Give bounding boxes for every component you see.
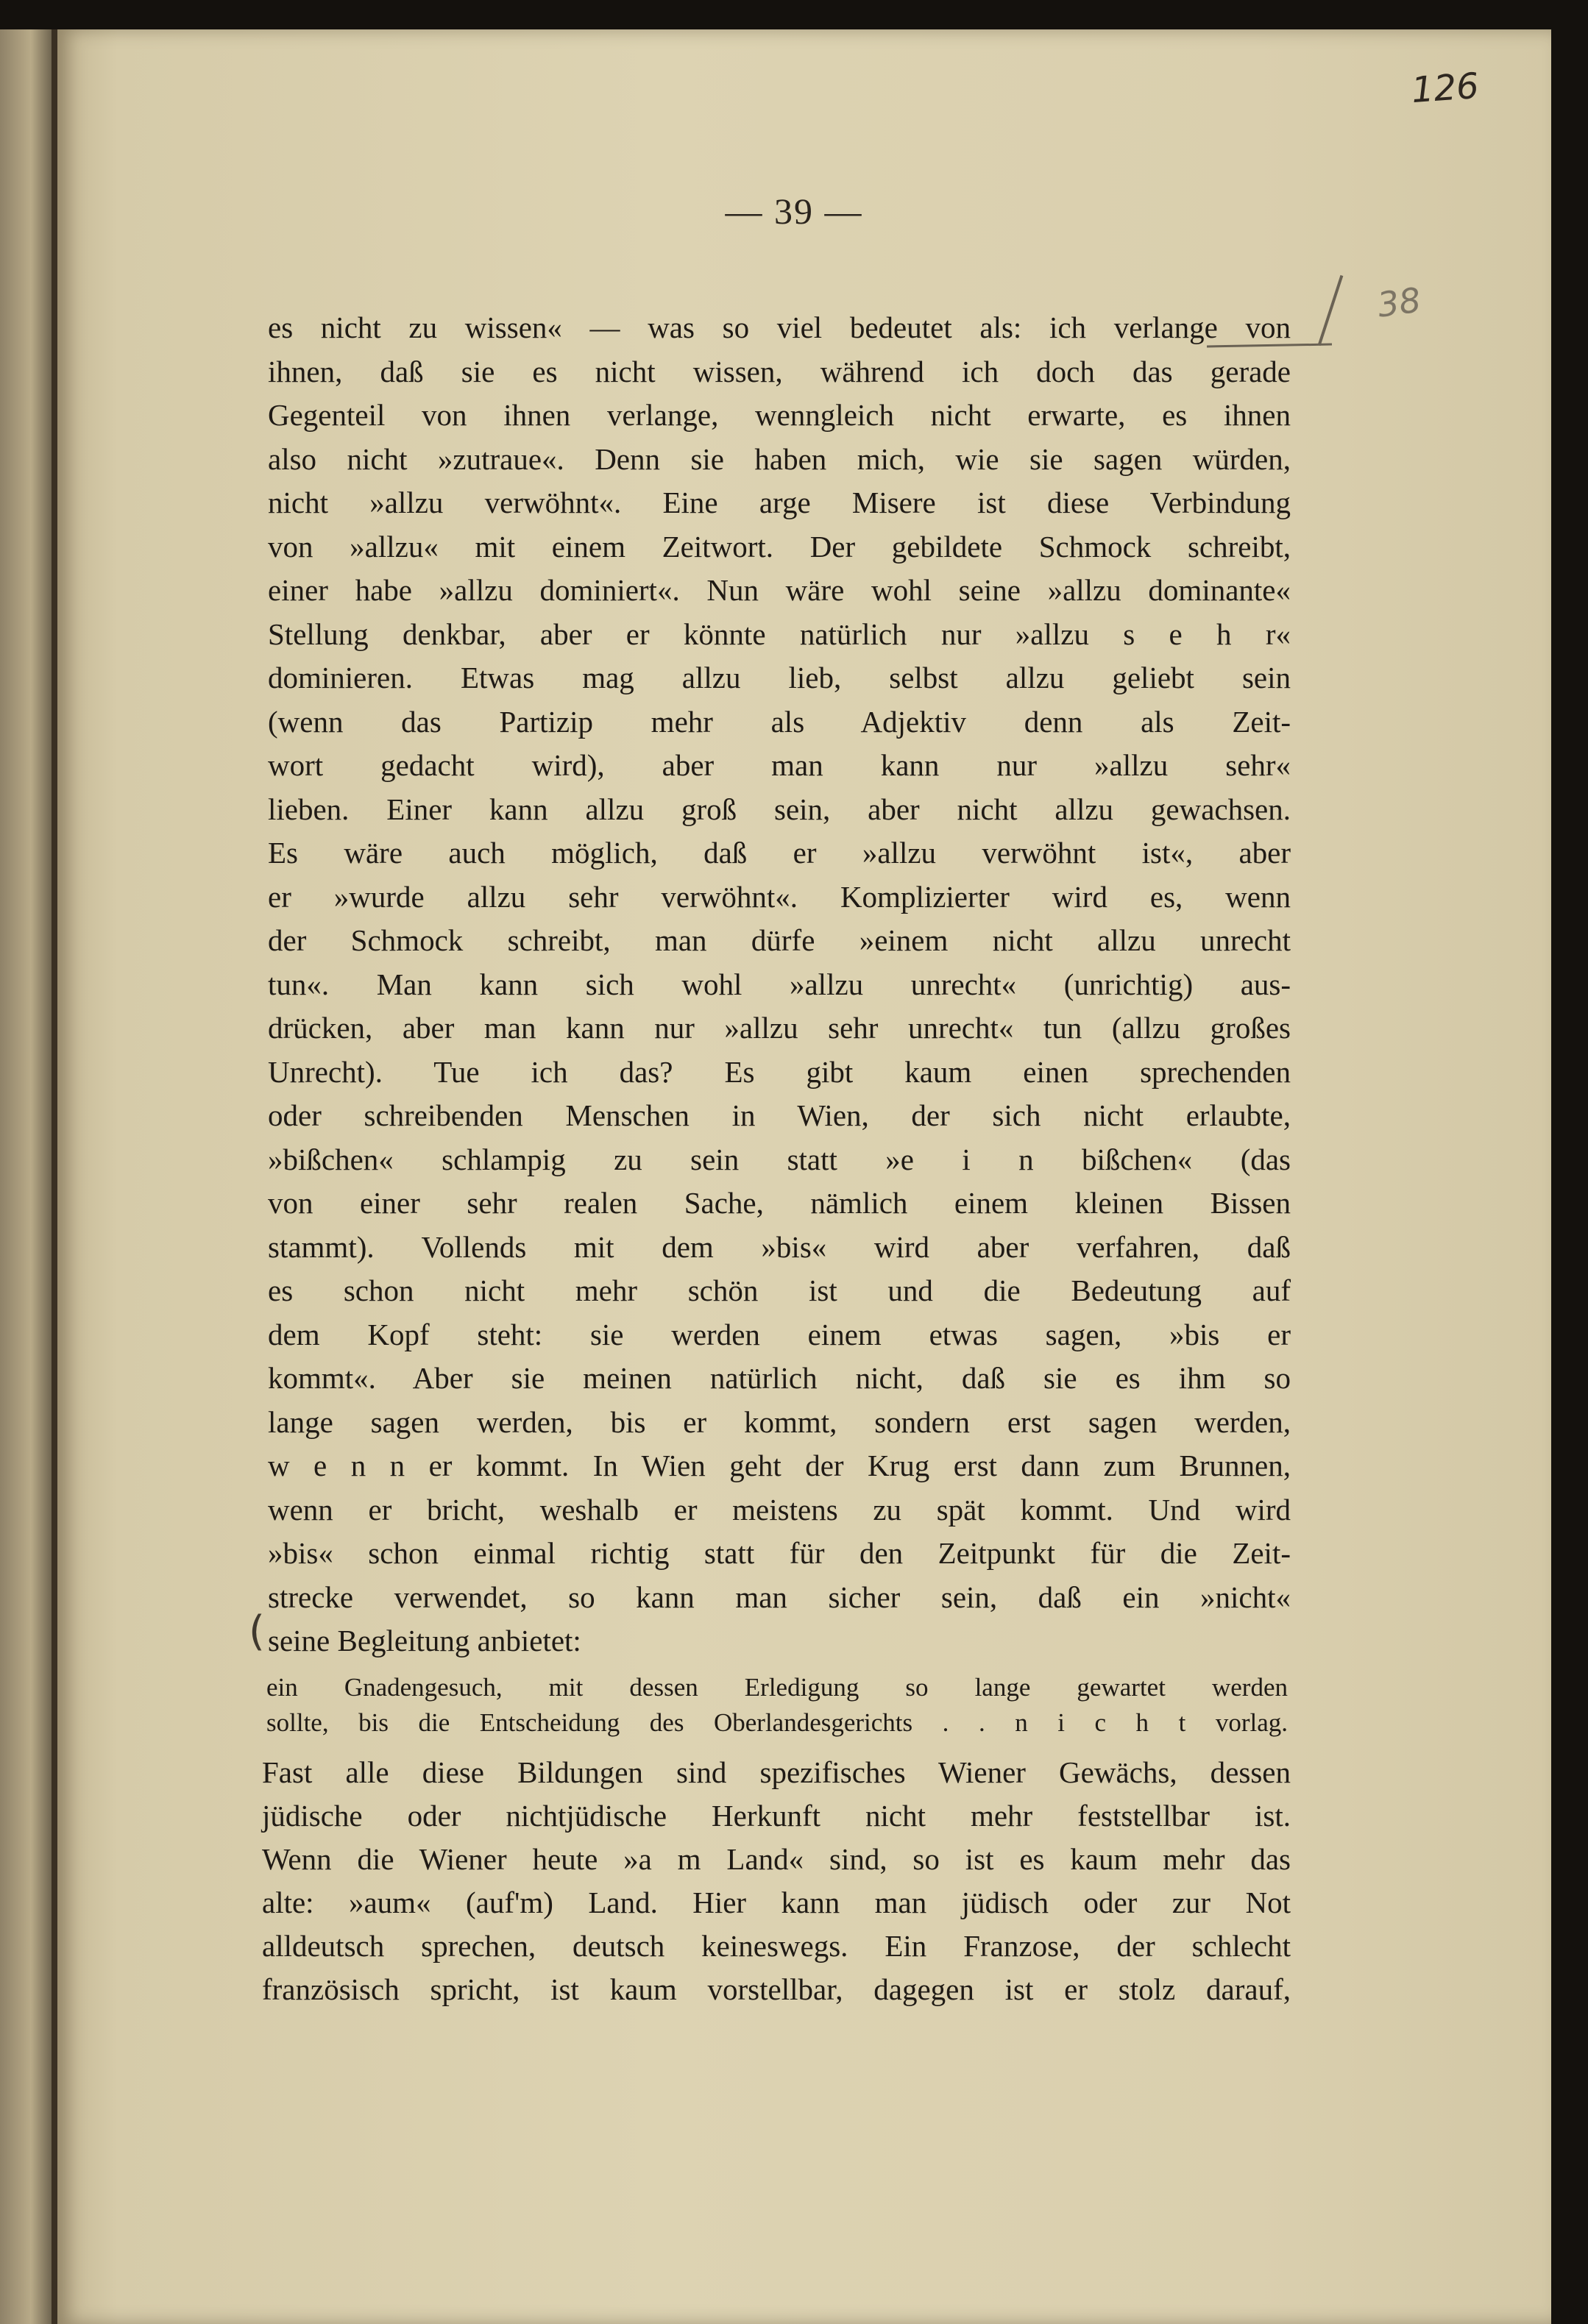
- text-line: w e n n er kommt. In Wien geht der Krug erst dann zum Brunnen,: [268, 1449, 1291, 1482]
- book-gutter: [52, 29, 57, 2324]
- text-line: er »wurde allzu sehr verwöhnt«. Komplizierter wird es, wenn: [268, 879, 1291, 914]
- text-line: ein Gnadengesuch, mit dessen Erledigung so lange gewartet werden: [266, 1673, 1288, 1702]
- text-line: »bis« schon einmal richtig statt für den Zeitpunkt für die Zeit-: [268, 1536, 1291, 1570]
- text-line: strecke verwendet, so kann man sicher sein, daß ein »nicht«: [268, 1579, 1291, 1614]
- pencil-bracket-mark: (: [249, 1607, 265, 1655]
- text-line: Gegenteil von ihnen verlange, wenngleich nicht erwarte, es ihnen: [268, 398, 1291, 432]
- paragraph-2: [262, 1751, 1291, 2011]
- text-line: der Schmock schreibt, man dürfe »einem nicht allzu unrecht: [268, 923, 1291, 957]
- text-line: seine Begleitung anbietet:: [268, 1624, 581, 1657]
- text-line: es schon nicht mehr schön ist und die Bedeutung auf: [268, 1273, 1291, 1307]
- previous-page-edge: [0, 29, 52, 2324]
- pencil-margin-note: 38: [1375, 280, 1424, 325]
- text-line: es nicht zu wissen« — was so viel bedeutet als: ich verlange von: [268, 310, 1291, 344]
- text-line: Fast alle diese Bildungen sind spezifisches Wiener Gewächs, dessen: [262, 1755, 1291, 1789]
- text-line: (wenn das Partizip mehr als Adjektiv denn als Zeit-: [268, 704, 1291, 739]
- page-number: — 39 —: [725, 191, 863, 232]
- text-line: alte: »aum« (auf'm) Land. Hier kann man jüdisch oder zur Not: [262, 1886, 1291, 1919]
- quoted-excerpt: [266, 1670, 1288, 1741]
- text-line: dominieren. Etwas mag allzu lieb, selbst allzu geliebt sein: [268, 661, 1291, 694]
- text-line: lieben. Einer kann allzu groß sein, aber nicht allzu gewachsen.: [268, 792, 1291, 826]
- text-line: Wenn die Wiener heute »a m Land« sind, so ist es kaum mehr das: [262, 1842, 1291, 1876]
- text-line: lange sagen werden, bis er kommt, sondern erst sagen werden,: [268, 1404, 1291, 1439]
- text-line: nicht »allzu verwöhnt«. Eine arge Misere ist diese Verbindung: [268, 486, 1291, 519]
- text-line: französisch spricht, ist kaum vorstellbar, dagegen ist er stolz darauf,: [262, 1972, 1291, 2006]
- archive-folio-number: 126: [1410, 65, 1481, 112]
- text-line: wort gedacht wird), aber man kann nur »allzu sehr«: [268, 748, 1291, 782]
- text-line: von einer sehr realen Sache, nämlich einem kleinen Bissen: [268, 1186, 1291, 1220]
- text-line: wenn er bricht, weshalb er meistens zu spät kommt. Und wird: [268, 1492, 1291, 1527]
- text-line: Stellung denkbar, aber er könnte natürlich nur »allzu s e h r«: [268, 616, 1291, 651]
- text-line: von »allzu« mit einem Zeitwort. Der gebildete Schmock schreibt,: [268, 529, 1291, 564]
- text-line: Unrecht). Tue ich das? Es gibt kaum einen sprechenden: [268, 1054, 1291, 1089]
- text-line: »bißchen« schlampig zu sein statt »e i n bißchen« (das: [268, 1142, 1291, 1176]
- text-line: stammt). Vollends mit dem »bis« wird aber verfahren, daß: [268, 1229, 1291, 1264]
- text-line: also nicht »zutraue«. Denn sie haben mich, wie sie sagen würden,: [268, 441, 1291, 476]
- text-line: einer habe »allzu dominiert«. Nun wäre wohl seine »allzu dominante«: [268, 573, 1291, 607]
- text-line: oder schreibenden Menschen in Wien, der sich nicht erlaubte,: [268, 1098, 1291, 1132]
- text-line: drücken, aber man kann nur »allzu sehr unrecht« tun (allzu großes: [268, 1011, 1291, 1045]
- text-line: dem Kopf steht: sie werden einem etwas sagen, »bis er: [268, 1317, 1291, 1351]
- text-line: tun«. Man kann sich wohl »allzu unrecht« (unrichtig) aus-: [268, 967, 1291, 1001]
- text-line: sollte, bis die Entscheidung des Oberlandesgerichts . . n i c h t vorlag.: [266, 1708, 1288, 1737]
- text-line: kommt«. Aber sie meinen natürlich nicht, daß sie es ihm so: [268, 1361, 1291, 1395]
- text-line: Es wäre auch möglich, daß er »allzu verwöhnt ist«, aber: [268, 836, 1291, 870]
- paragraph-1: [268, 306, 1291, 1663]
- text-line: alldeutsch sprechen, deutsch keineswegs. Ein Franzose, der schlecht: [262, 1929, 1291, 1963]
- text-line: ihnen, daß sie es nicht wissen, während ich doch das gerade: [268, 354, 1291, 388]
- text-line: jüdische oder nichtjüdische Herkunft nicht mehr feststellbar ist.: [262, 1799, 1291, 1833]
